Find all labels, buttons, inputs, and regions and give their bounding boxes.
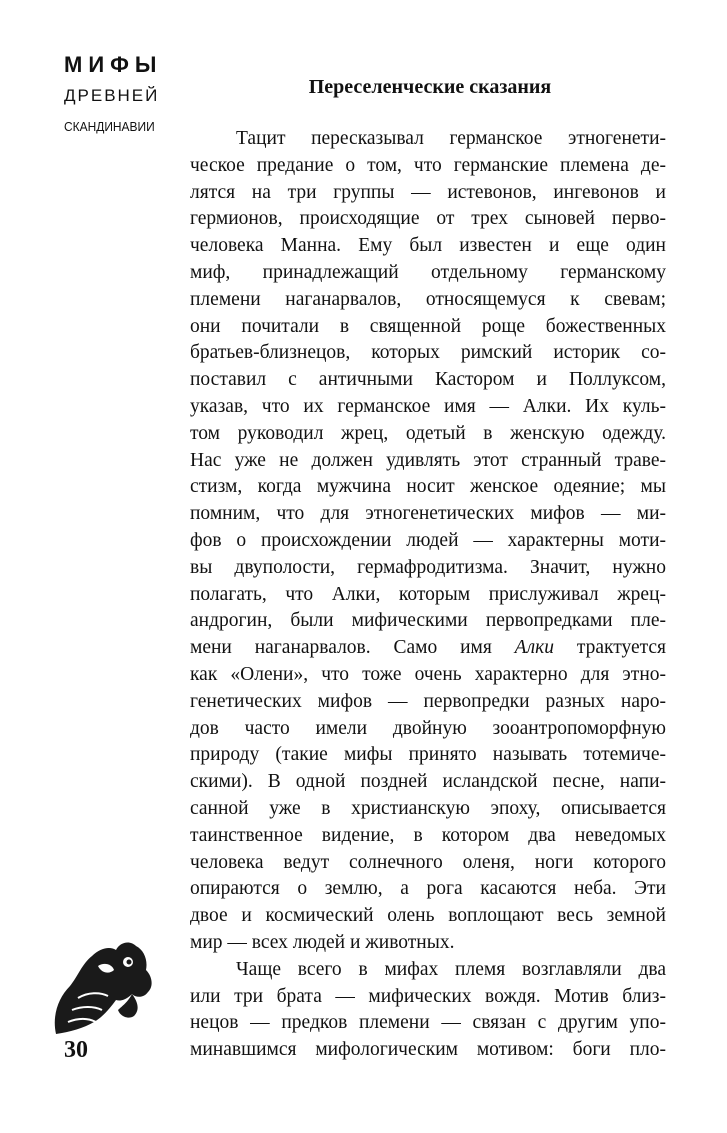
text-line: таинственное видение, в котором два неведомых — [190, 824, 666, 846]
text-line: природу (такие мифы принято называть тотемиче- — [190, 744, 666, 766]
text-line: Тацит пересказывал германское этногенети- — [236, 128, 666, 149]
text-line: как «Олени», что тоже очень характерно для этно- — [190, 663, 666, 685]
text-line: ческое предание о том, что германские племена де- — [190, 154, 666, 176]
text-line: вы двуполости, гермафродитизма. Значит, нужно — [190, 556, 666, 578]
text-line: двое и космический олень воплощают весь земной — [190, 905, 666, 927]
text-line: гермионов, происходящие от трех сыновей перво- — [190, 208, 666, 230]
section-heading: Переселенческие сказания — [308, 76, 552, 98]
text-segment: трактуется — [576, 637, 666, 659]
text-line: поставил с античными Кастором и Поллуксом, — [190, 369, 666, 391]
body-text — [190, 126, 666, 1064]
text-line: генетических мифов — первопредки разных наро- — [190, 690, 666, 712]
text-line-with-italic — [190, 635, 666, 662]
text-line: санной уже в христианскую эпоху, описывается — [190, 797, 666, 819]
text-line: дов часто имели двойную зооантропоморфную — [190, 717, 666, 739]
text-line: или три брата — мифических вождя. Мотив близ- — [190, 985, 666, 1007]
carved-animal-head-ornament — [48, 936, 160, 1036]
text-line: нецов — предков племени — связан с другим упо- — [190, 1012, 666, 1034]
text-line: минавшимся мифологическим мотивом: боги пло- — [190, 1039, 666, 1061]
text-line: братьев-близнецов, которых римский историк со- — [190, 342, 666, 364]
text-line: человека Манна. Ему был известен и еще один — [190, 235, 666, 257]
running-header — [64, 52, 174, 138]
book-title-line-2: ДРЕВНЕЙ — [64, 86, 160, 105]
ornament-eye-pupil — [127, 960, 132, 965]
text-line: том руководил жрец, одетый в женскую одежду. — [190, 422, 666, 444]
text-line: лятся на три группы — истевонов, ингевонов и — [190, 181, 666, 203]
text-line: они почитали в священной роще божественных — [190, 315, 666, 337]
text-line: мир — всех людей и животных. — [190, 931, 455, 953]
text-line: миф, принадлежащий отдельному германскому — [190, 261, 666, 283]
text-line: Нас уже не должен удивлять этот странный траве- — [190, 449, 666, 471]
text-segment: мени наганарвалов. Само имя — [190, 637, 492, 659]
text-line: Чаще всего в мифах племя возглавляли два — [236, 958, 666, 980]
text-line: стизм, когда мужчина носит женское одеяние; мы — [190, 476, 666, 498]
italic-term: Алки — [514, 637, 554, 659]
text-line: человека ведут солнечного оленя, ноги которого — [190, 851, 666, 873]
book-title-line-1: МИФЫ — [64, 52, 163, 77]
text-line: помним, что для этногенетических мифов — ми- — [190, 503, 666, 525]
book-title-line-3: СКАНДИНАВИИ — [64, 119, 155, 134]
text-line: полагать, что Алки, которым прислуживал жрец- — [190, 583, 666, 605]
text-line: скими). В одной поздней исландской песне, напи- — [190, 771, 666, 793]
text-line: андрогин, были мифическими первопредками пле- — [190, 610, 666, 632]
page-number: 30 — [64, 1037, 88, 1063]
text-line: опираются о землю, а рога касаются неба. Эти — [190, 878, 666, 900]
text-line: фов о происхождении людей — характерны моти- — [190, 529, 666, 551]
text-line: племени наганарвалов, относящемуся к свевам; — [190, 288, 666, 310]
ornament-body — [55, 943, 152, 1034]
text-line: указав, что их германское имя — Алки. Их куль- — [190, 395, 666, 417]
